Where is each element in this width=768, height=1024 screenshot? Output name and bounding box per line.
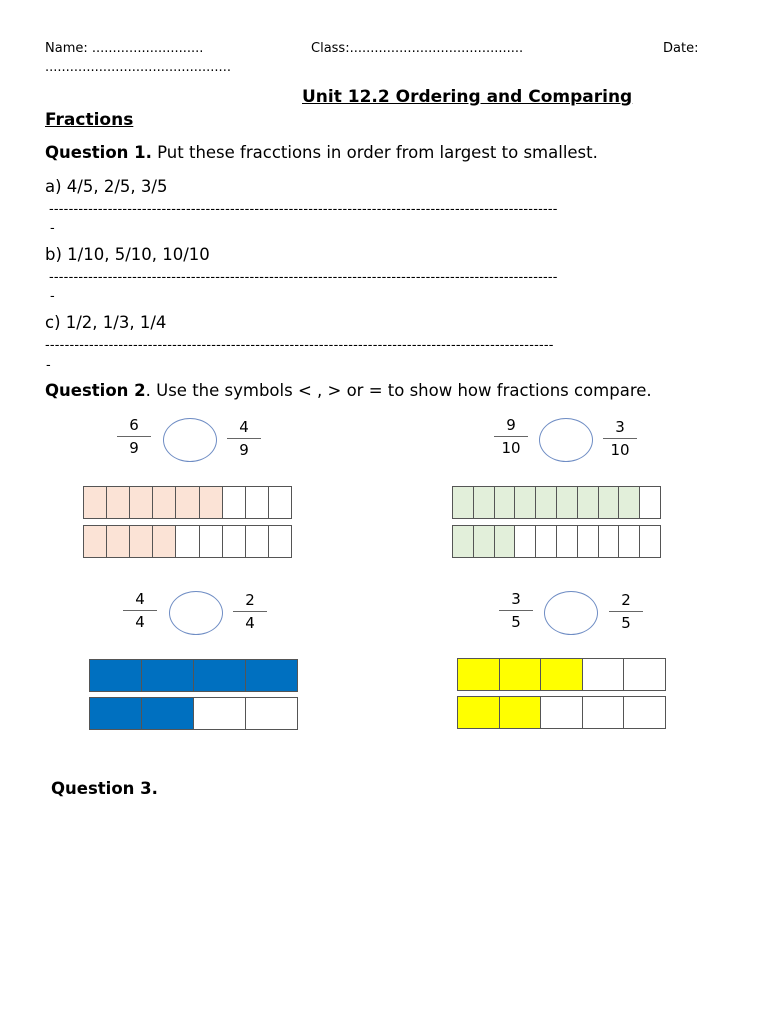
shaded-fraction-part — [90, 660, 142, 691]
shaded-fraction-part — [176, 487, 199, 518]
question-2-label: Question 2 — [45, 381, 146, 400]
unshaded-fraction-part — [269, 526, 291, 557]
unshaded-fraction-part — [640, 487, 660, 518]
fraction-bar-model-1-top — [83, 486, 292, 519]
shaded-fraction-part — [495, 526, 516, 557]
date-field-dots: ............................................. — [45, 60, 231, 75]
unshaded-fraction-part — [515, 526, 536, 557]
unshaded-fraction-part — [176, 526, 199, 557]
fraction-bar-model-4-bottom — [457, 696, 666, 729]
shaded-fraction-part — [130, 487, 153, 518]
shaded-fraction-part — [84, 526, 107, 557]
fraction-bar-model-3-top — [89, 659, 298, 692]
unshaded-fraction-part — [246, 526, 269, 557]
shaded-fraction-part — [578, 487, 599, 518]
shaded-fraction-part — [619, 487, 640, 518]
answer-line-b-tail: - — [50, 289, 55, 304]
shaded-fraction-part — [90, 698, 142, 729]
fraction-left-4 — [499, 589, 533, 632]
shaded-fraction-part — [557, 487, 578, 518]
comparison-answer-oval-4[interactable] — [544, 591, 598, 635]
numerator: 9 — [506, 416, 516, 434]
shaded-fraction-part — [500, 659, 542, 690]
shaded-fraction-part — [536, 487, 557, 518]
unshaded-fraction-part — [200, 526, 223, 557]
fraction-bar — [603, 438, 637, 439]
fraction-left-3 — [123, 589, 157, 632]
shaded-fraction-part — [453, 487, 474, 518]
answer-line-a-tail: - — [50, 221, 55, 236]
shaded-fraction-part — [515, 487, 536, 518]
shaded-fraction-part — [153, 487, 176, 518]
fraction-bar — [123, 610, 157, 611]
shaded-fraction-part — [495, 487, 516, 518]
question-1-item-c: c) 1/2, 1/3, 1/4 — [45, 313, 167, 332]
numerator: 4 — [135, 590, 145, 608]
numerator: 6 — [129, 416, 139, 434]
fraction-right-1 — [227, 417, 261, 460]
question-2-prompt — [45, 381, 652, 400]
numerator: 4 — [239, 418, 249, 436]
unshaded-fraction-part — [194, 698, 246, 729]
fraction-bar-model-3-bottom — [89, 697, 298, 730]
unshaded-fraction-part — [246, 698, 297, 729]
comparison-answer-oval-1[interactable] — [163, 418, 217, 462]
unshaded-fraction-part — [578, 526, 599, 557]
unshaded-fraction-part — [541, 697, 583, 728]
question-1-label: Question 1. — [45, 143, 152, 162]
numerator: 2 — [621, 591, 631, 609]
shaded-fraction-part — [107, 526, 130, 557]
name-field-label: Name: ........................... — [45, 41, 204, 56]
unshaded-fraction-part — [583, 697, 625, 728]
fraction-bar — [494, 436, 528, 437]
fraction-bar — [227, 438, 261, 439]
shaded-fraction-part — [500, 697, 542, 728]
fraction-right-2 — [603, 417, 637, 460]
unshaded-fraction-part — [624, 659, 665, 690]
question-1-item-b: b) 1/10, 5/10, 10/10 — [45, 245, 210, 264]
denominator: 4 — [245, 614, 255, 632]
denominator: 10 — [610, 441, 630, 459]
shaded-fraction-part — [458, 659, 500, 690]
shaded-fraction-part — [142, 660, 194, 691]
unshaded-fraction-part — [599, 526, 620, 557]
shaded-fraction-part — [130, 526, 153, 557]
shaded-fraction-part — [599, 487, 620, 518]
answer-line-a[interactable]: -------------------------------------------------------------------------------------------------------- — [49, 202, 558, 217]
page-title-continued: Fractions — [45, 110, 134, 130]
fraction-bar-model-2-top — [452, 486, 661, 519]
shaded-fraction-part — [474, 487, 495, 518]
shaded-fraction-part — [453, 526, 474, 557]
unshaded-fraction-part — [557, 526, 578, 557]
shaded-fraction-part — [474, 526, 495, 557]
shaded-fraction-part — [153, 526, 176, 557]
fraction-right-4 — [609, 590, 643, 633]
unshaded-fraction-part — [640, 526, 660, 557]
question-1-text: Put these fracctions in order from largest to smallest. — [151, 143, 598, 162]
denominator: 5 — [621, 614, 631, 632]
numerator: 3 — [511, 590, 521, 608]
shaded-fraction-part — [458, 697, 500, 728]
answer-line-b[interactable]: -------------------------------------------------------------------------------------------------------- — [49, 270, 558, 285]
page-title: Unit 12.2 Ordering and Comparing — [302, 87, 633, 107]
shaded-fraction-part — [200, 487, 223, 518]
shaded-fraction-part — [84, 487, 107, 518]
numerator: 2 — [245, 591, 255, 609]
fraction-right-3 — [233, 590, 267, 633]
denominator: 9 — [239, 441, 249, 459]
denominator: 5 — [511, 613, 521, 631]
denominator: 10 — [501, 439, 521, 457]
fraction-bar-model-2-bottom — [452, 525, 661, 558]
unshaded-fraction-part — [624, 697, 665, 728]
question-2-text: . Use the symbols < , > or = to show how fractions compare. — [145, 381, 652, 400]
numerator: 3 — [615, 418, 625, 436]
fraction-left-2 — [494, 415, 528, 458]
denominator: 4 — [135, 613, 145, 631]
date-field-label: Date: — [663, 41, 699, 56]
fraction-bar — [117, 436, 151, 437]
unshaded-fraction-part — [536, 526, 557, 557]
shaded-fraction-part — [194, 660, 246, 691]
answer-line-c[interactable]: -------------------------------------------------------------------------------------------------------- — [45, 338, 554, 353]
unshaded-fraction-part — [619, 526, 640, 557]
fraction-bar — [499, 610, 533, 611]
unshaded-fraction-part — [583, 659, 625, 690]
comparison-answer-oval-2[interactable] — [539, 418, 593, 462]
unshaded-fraction-part — [223, 526, 246, 557]
question-1-prompt — [45, 143, 598, 162]
answer-line-c-tail: - — [46, 358, 51, 373]
shaded-fraction-part — [246, 660, 297, 691]
unshaded-fraction-part — [223, 487, 246, 518]
fraction-bar-model-4-top — [457, 658, 666, 691]
question-3-label: Question 3. — [51, 779, 158, 798]
shaded-fraction-part — [107, 487, 130, 518]
shaded-fraction-part — [541, 659, 583, 690]
fraction-left-1 — [117, 415, 151, 458]
shaded-fraction-part — [142, 698, 194, 729]
unshaded-fraction-part — [246, 487, 269, 518]
class-field-label: Class:.......................................... — [311, 41, 524, 56]
comparison-answer-oval-3[interactable] — [169, 591, 223, 635]
unshaded-fraction-part — [269, 487, 291, 518]
denominator: 9 — [129, 439, 139, 457]
fraction-bar — [609, 611, 643, 612]
fraction-bar — [233, 611, 267, 612]
question-1-item-a: a) 4/5, 2/5, 3/5 — [45, 177, 168, 196]
fraction-bar-model-1-bottom — [83, 525, 292, 558]
